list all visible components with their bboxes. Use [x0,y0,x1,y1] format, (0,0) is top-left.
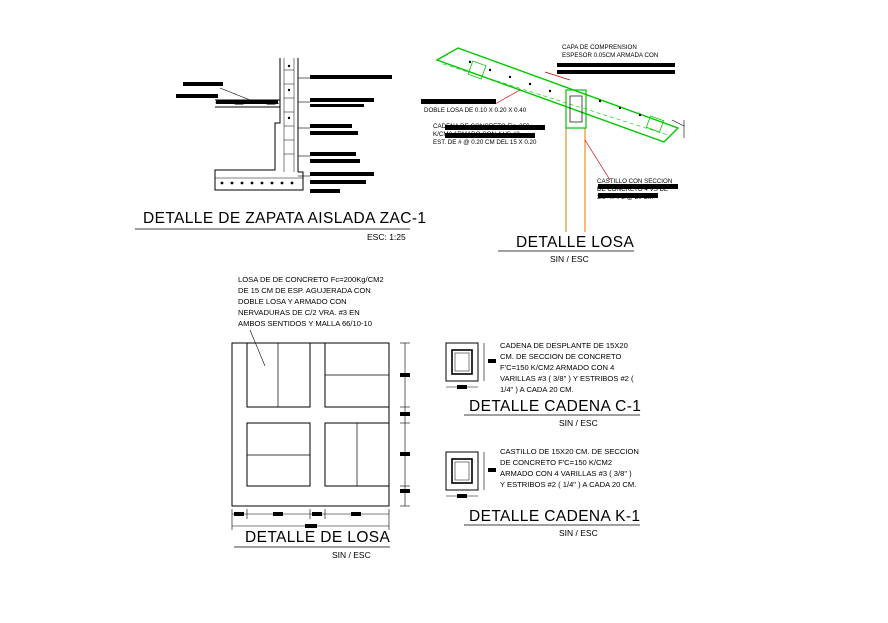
losa-note-doble: DOBLE LOSA DE 0.10 X 0.20 X 0.40 [424,107,527,114]
losa-plan-scale: SIN / ESC [332,550,371,560]
cadena-k1-scale: SIN / ESC [559,528,598,538]
redaction-bar [310,172,374,176]
losa-note-capa: CAPA DE COMPRENSION ESPESOR 0.05CM ARMADA CON [562,44,659,59]
losa-title: DETALLE LOSA [516,234,635,251]
redaction-bar [183,82,223,86]
dimension-tag [351,512,361,516]
dimension-tag [457,494,467,498]
redaction-bar [310,124,352,128]
losa-scale: SIN / ESC [550,254,589,264]
cadena-k1-note: CASTILLO DE 15X20 CM. DE SECCION DE CONCRETO F'C=150 K/CM2 ARMADO CON 4 VARILLAS #3 ( 3/8" ) Y ESTRIBOS #2 ( 1/4" ) A CADA 20 CM. [500,447,639,489]
dimension-tag [400,373,410,377]
redaction-bar [310,75,392,79]
zapata-section-drawing [215,58,310,190]
redaction-bar [310,180,366,184]
redaction-bar [176,94,218,98]
redaction-bar [557,70,675,74]
cadena-c1-title: DETALLE CADENA C-1 [469,398,642,415]
dimension-tag [400,412,410,416]
dimension-tag [488,359,496,363]
zapata-rebar-dots [221,65,294,185]
cadena-k1-title: DETALLE CADENA K-1 [469,508,641,525]
redaction-bar [310,189,340,193]
redaction-bar [421,99,496,104]
losa-plan-title: DETALLE DE LOSA [245,529,391,546]
redaction-bar [216,100,278,104]
dimension-tag [457,385,467,389]
redaction-bar [310,159,360,163]
zapata-title: DETALLE DE ZAPATA AISLADA ZAC-1 [143,210,427,227]
cadena-c1-note: CADENA DE DESPLANTE DE 15X20 CM. DE SECCION DE CONCRETO F'C=150 K/CM2 ARMADO CON 4 VARILLAS #3 ( 3/8" ) Y ESTRIBOS #2 ( 1/4" ) A CADA 20 CM. [500,341,634,394]
dimension-tag [234,512,244,516]
dimension-tag [400,489,410,493]
redaction-bar [557,63,675,67]
cadena-c1-scale: SIN / ESC [559,418,598,428]
cadena-k1-section-drawing [446,452,484,496]
dimension-tag [400,452,410,456]
redaction-bar [310,131,358,135]
losa-plan-note: LOSA DE DE CONCRETO Fc=200Kg/CM2 DE 15 CM DE ESP. AGUJERADA CON DOBLE LOSA Y ARMADO CON NERVADURAS DE C/2 VRA. #3 EN AMBOS SENTIDOS Y MALLA 66/10-10 [238,275,384,328]
redaction-bar [310,152,356,156]
dimension-tag [273,512,283,516]
cadena-c1-section-drawing [446,343,484,387]
losa-plan-drawing [232,330,410,530]
redaction-bar [310,98,374,102]
dimension-tag [488,468,496,472]
zapata-scale: ESC: 1:25 [367,232,406,242]
losa-note-castillo: CASTILLO CON SECCION DE CONCRETO 4 VS DE 3/8" ... # 2 @ 20 CM [597,178,673,201]
losa-note-cadena: CADENA DE CONCRETO F'c=250 K/CM2 ARMADO CON 4 VS #3 EST. DE # @ 0.20 CM DEL 15 X 0.20 [433,123,537,146]
dimension-tag [312,512,322,516]
redaction-bar [310,104,364,107]
dimension-tag [305,524,317,528]
